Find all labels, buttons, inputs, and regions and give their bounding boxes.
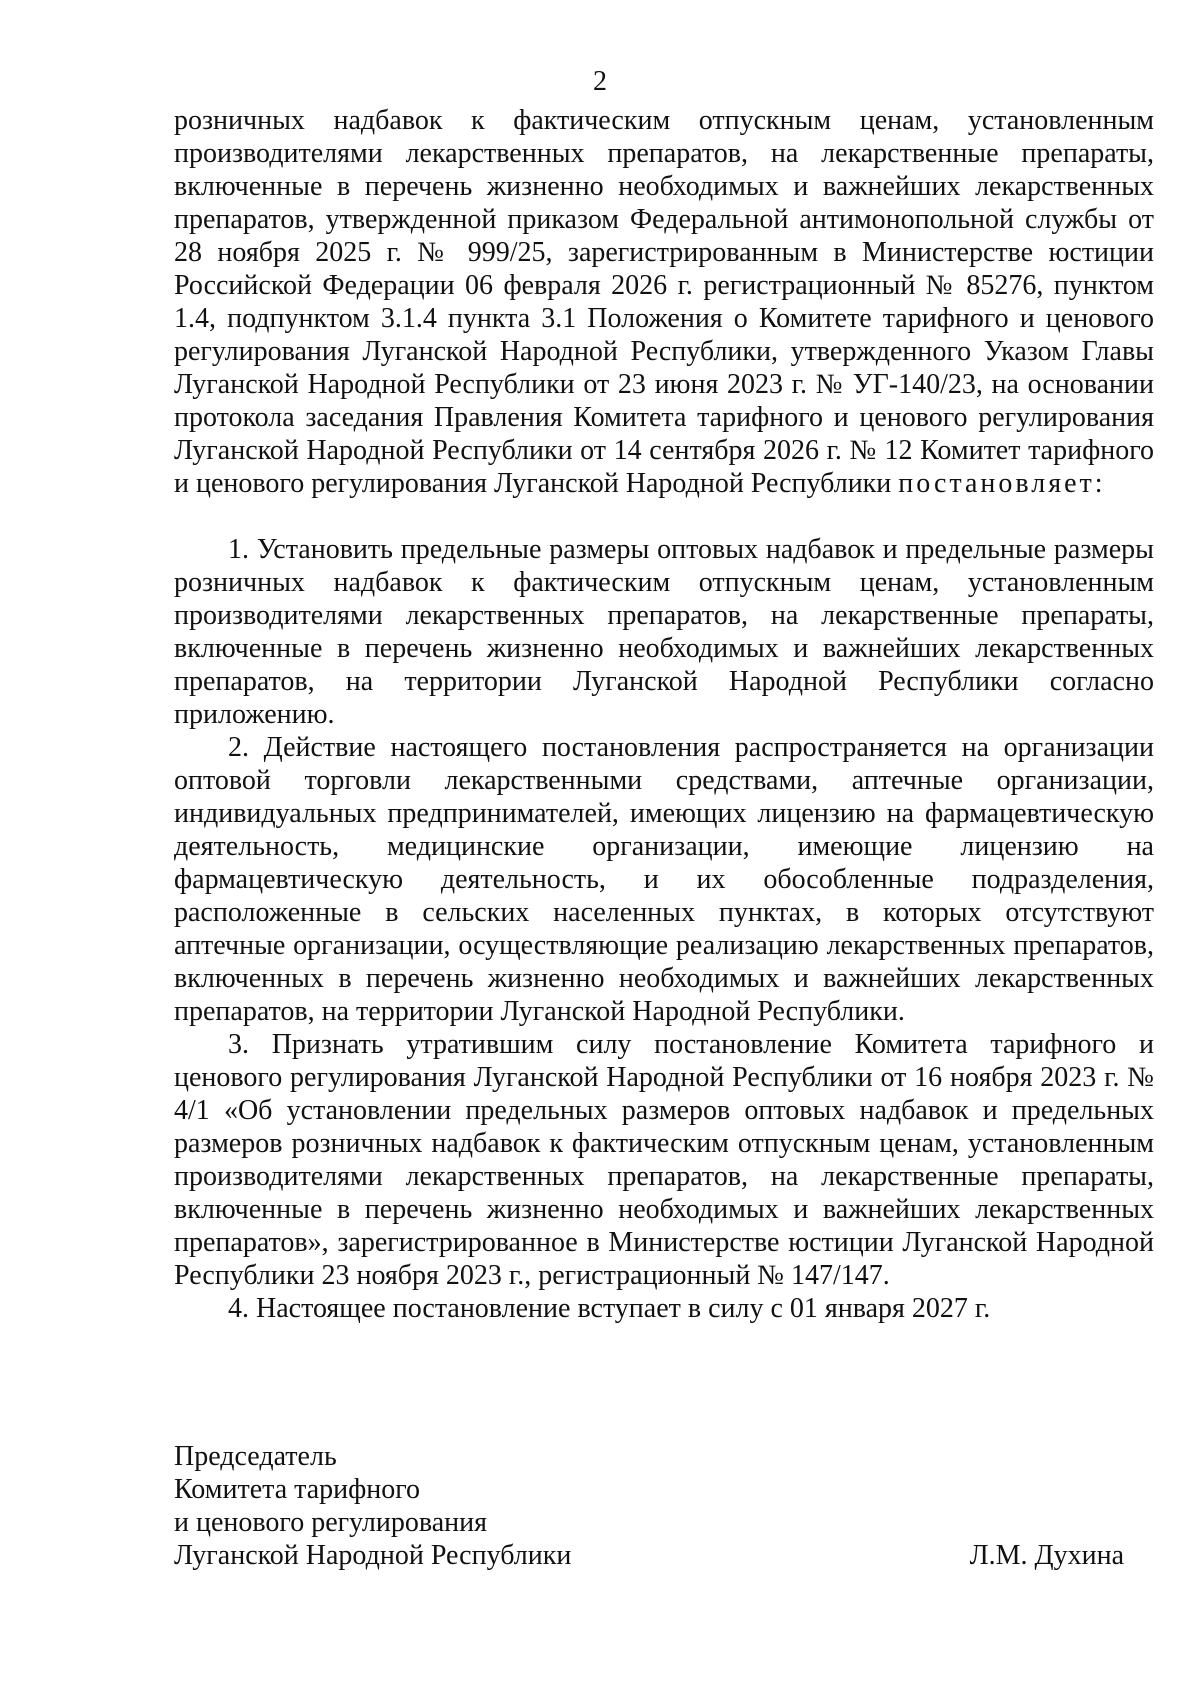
signature-title-line-4: Луганской Народной Республики — [174, 1540, 572, 1571]
preamble-text: розничных надбавок к фактическим отпускным ценам, установленным производителями лекарственных препаратов, на лекарственные препараты, включенные в перечень жизненно необходимых и важнейших лекарственных препаратов, утвержденной приказом Федеральной антимонопольной службы от 28 ноября 2025 г. № 999/25, зарегистрированным в Министерстве юстиции Российской Федерации 06 февраля 2026 г. регистрационный № 85276, пунктом 1.4, подпунктом 3.1.4 пункта 3.1 Положения о Комитете тарифного и ценового регулирования Луганской Народной Республики, утвержденного Указом Главы Луганской Народной Республики от 23 июня 2023 г. № УГ-140/23, на основании протокола заседания Правления Комитета тарифного и ценового регулирования Луганской Народной Республики от 14 сентября 2026 г. № 12 Комитет тарифного и ценового регулирования Луганской Народной Республики — [174, 105, 1154, 499]
preamble-colon: : — [1094, 468, 1103, 499]
document-body — [174, 104, 1154, 1325]
signature-last-row — [174, 1539, 1124, 1572]
signature-title-line-3: и ценового регулирования — [174, 1507, 487, 1538]
resolution-word: постановляет — [898, 468, 1095, 499]
signature-block — [174, 1440, 1124, 1572]
item-3: 3. Признать утратившим силу постановление Комитета тарифного и ценового регулирования Луганской Народной Республики от 16 ноября 2023 г. № 4/1 «Об установлении предельных размеров оптовых надбавок и предельных размеров розничных надбавок к фактическим отпускным ценам, установленным производителями лекарственных препаратов, на лекарственные препараты, включенные в перечень жизненно необходимых и важнейших лекарственных препаратов», зарегистрированное в Министерстве юстиции Луганской Народной Республики 23 ноября 2023 г., регистрационный № 147/147. — [174, 1029, 1154, 1291]
signature-title-line-2: Комитета тарифного — [174, 1474, 421, 1505]
signature-title-line-1: Председатель — [174, 1441, 337, 1472]
item-1: 1. Установить предельные размеры оптовых надбавок и предельные размеры розничных надбавок к фактическим отпускным ценам, установленным производителями лекарственных препаратов, на лекарственные препараты, включенные в перечень жизненно необходимых и важнейших лекарственных препаратов, на территории Луганской Народной Республики согласно приложению. — [174, 534, 1154, 730]
signatory-name: Л.М. Духина — [969, 1540, 1124, 1571]
paragraph-gap — [174, 500, 1154, 533]
page-number: 2 — [593, 66, 607, 97]
preamble-paragraph — [174, 104, 1154, 500]
item-2: 2. Действие настоящего постановления распространяется на организации оптовой торговли лекарственными средствами, аптечные организации, индивидуальных предпринимателей, имеющих лицензию на фармацевтическую деятельность, медицинские организации, имеющие лицензию на фармацевтическую деятельность, и их обособленные подразделения, расположенные в сельских населенных пунктах, в которых отсутствуют аптечные организации, осуществляющие реализацию лекарственных препаратов, включенных в перечень жизненно необходимых и важнейших лекарственных препаратов, на территории Луганской Народной Республики. — [174, 732, 1154, 1027]
item-4: 4. Настоящее постановление вступает в силу с 01 января 2027 г. — [228, 1293, 991, 1324]
